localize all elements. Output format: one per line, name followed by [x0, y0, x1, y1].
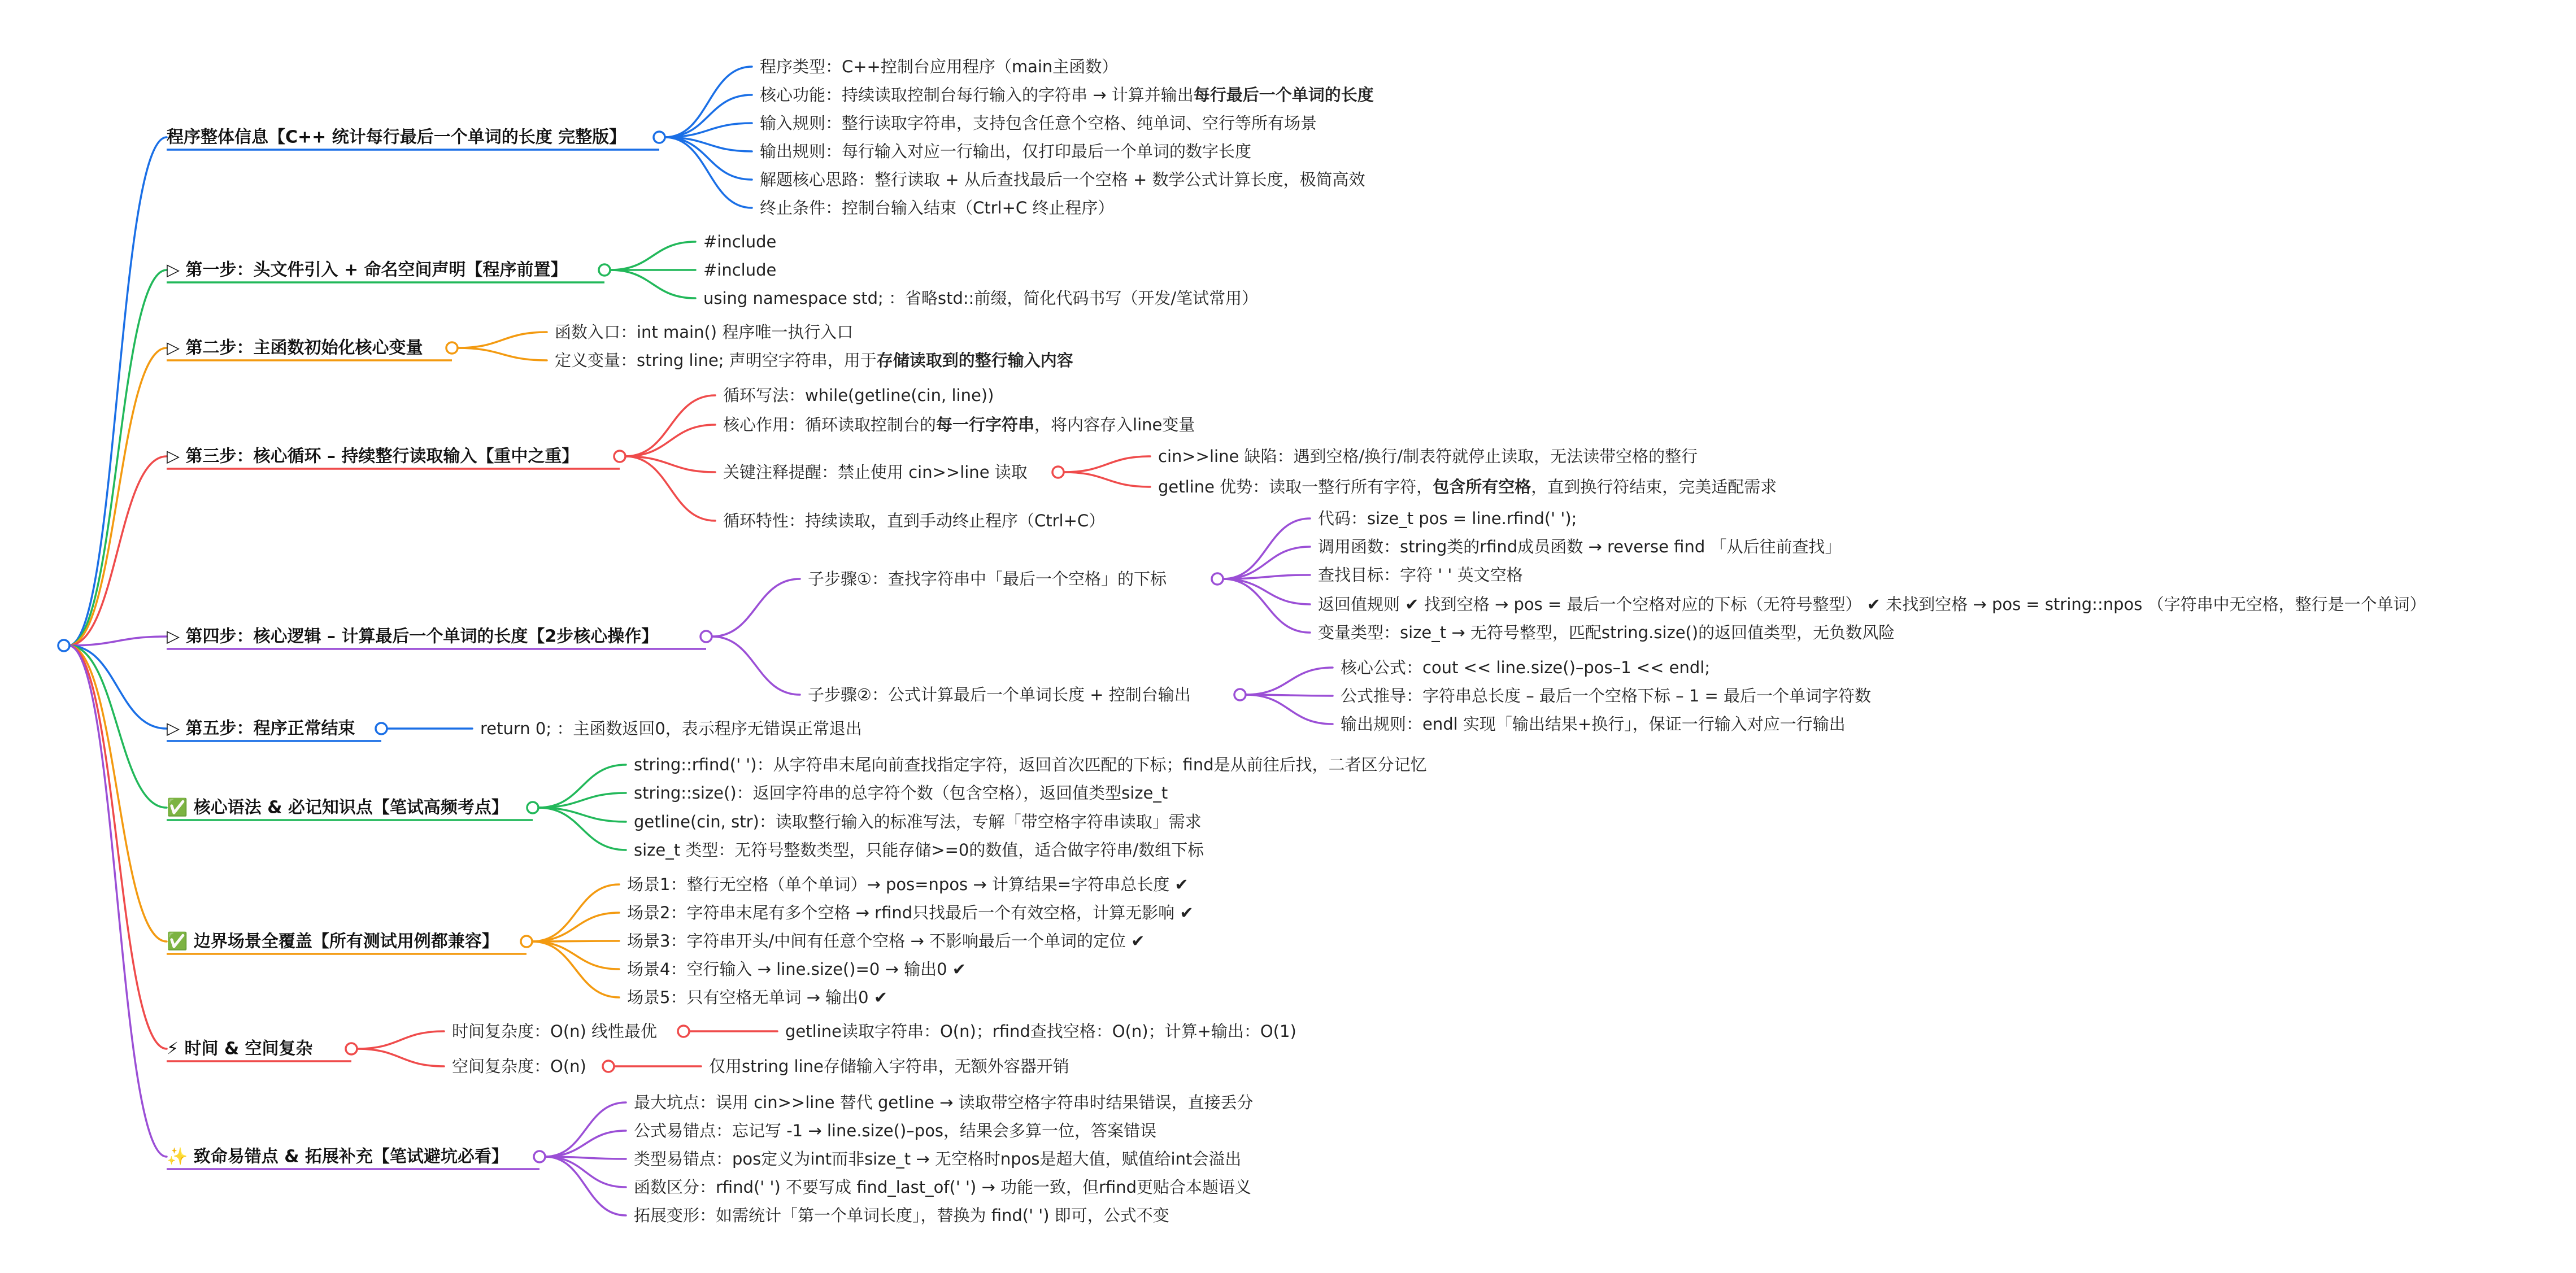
- child-node-text-segment: 每行最后一个单词的长度: [1193, 85, 1374, 104]
- root-node-circle[interactable]: [58, 640, 69, 651]
- grandchild-node-text: [1341, 658, 1710, 677]
- child-connector: [357, 1031, 444, 1049]
- child-node-text: [627, 960, 966, 979]
- child-node-text: [703, 260, 776, 280]
- branch-title: ▷ 第四步：核心逻辑 – 计算最后一个单词的长度【2步核心操作】: [167, 626, 659, 647]
- branch-collapse-circle[interactable]: [527, 802, 538, 813]
- child-node-text-segment: 每一行字符串: [936, 415, 1035, 434]
- child-node-text-segment: 场景5：只有空格无单词 → 输出0 ✔: [627, 988, 888, 1007]
- branch-collapse-circle[interactable]: [446, 342, 458, 354]
- child-node-text-segment: 子步骤①：查找字符串中「最后一个空格」的下标: [808, 569, 1167, 588]
- child-node-text-segment: using namespace std; ：省略std::前缀，简化代码书写（开发/笔试常用）: [703, 289, 1259, 308]
- child-connector: [625, 456, 715, 521]
- child-connector: [665, 137, 752, 208]
- child-node-text-segment: 函数入口：int main() 程序唯一执行入口: [555, 322, 854, 342]
- root-branch-connector: [68, 646, 167, 1157]
- child-node-text-segment: 关键注释提醒：禁止使用 cin>>line 读取: [723, 463, 1028, 482]
- child-connector: [458, 332, 547, 348]
- root-branch-connector: [68, 646, 167, 1049]
- mindmap-nodes: [58, 57, 2426, 1225]
- branch-title: ✨ 致命易错点 & 拓展补充【笔试避坑必看】: [167, 1146, 508, 1167]
- child-node-text: [808, 685, 1191, 704]
- branch-collapse-circle[interactable]: [521, 936, 532, 947]
- grandchild-node-text-segment: 代码：size_t pos = line.rfind(' ');: [1318, 509, 1577, 528]
- grandchild-node-text-segment: getline读取字符串：O(n)；rfind查找空格：O(n)；计算+输出：O(1): [785, 1022, 1296, 1041]
- grandchild-node-text-segment: 输出规则：endl 实现「输出结果+换行」，保证一行输入对应一行输出: [1341, 714, 1846, 734]
- branch-collapse-circle[interactable]: [599, 264, 610, 276]
- subbranch-collapse-circle[interactable]: [1052, 467, 1064, 478]
- grandchild-node-text: [1341, 686, 1871, 705]
- branch-title: ▷ 第三步：核心循环 – 持续整行读取输入【重中之重】: [167, 446, 579, 467]
- root-branch-connector: [68, 270, 167, 646]
- child-node-text: [634, 1121, 1156, 1140]
- branch-collapse-circle[interactable]: [376, 723, 387, 734]
- child-connector: [458, 348, 547, 360]
- grandchild-node-text-segment: 包含所有空格: [1433, 477, 1531, 496]
- child-node-text: [480, 719, 862, 738]
- child-connector: [610, 242, 695, 270]
- child-node-text-segment: #include: [703, 232, 777, 251]
- child-node-text: [723, 415, 1195, 434]
- child-node-text: [723, 386, 994, 405]
- child-node-text: [634, 840, 1204, 860]
- branch-collapse-circle[interactable]: [614, 451, 625, 462]
- grandchild-node-text-segment: 仅用string line存储输入字符串，无额外容器开销: [709, 1057, 1069, 1076]
- child-node-text-segment: 公式易错点：忘记写 -1 → line.size()–pos，结果会多算一位，答案错误: [634, 1121, 1157, 1140]
- grandchild-connector: [1246, 668, 1333, 695]
- child-node-text: [627, 988, 887, 1007]
- child-connector: [532, 913, 619, 941]
- branch-collapse-circle[interactable]: [700, 631, 712, 642]
- branch-title: 程序整体信息【C++ 统计每行最后一个单词的长度 完整版】: [167, 127, 626, 147]
- branch-title: ✅ 核心语法 & 必记知识点【笔试高频考点】: [167, 797, 508, 818]
- child-node-text-segment: 场景1：整行无空格（单个单词）→ pos=npos → 计算结果=字符串总长度 ✔: [627, 875, 1189, 894]
- child-node-text: [760, 114, 1317, 133]
- grandchild-connector: [1223, 579, 1310, 633]
- child-connector: [532, 941, 619, 969]
- child-node-text-segment: 拓展变形：如需统计「第一个单词长度」，替换为 find(' ') 即可，公式不变: [634, 1206, 1169, 1225]
- child-connector: [712, 579, 800, 636]
- child-node-text: [760, 57, 1118, 76]
- child-node-text-segment: 定义变量：string line; 声明空字符串，用于: [555, 351, 877, 370]
- child-node-text-segment: 场景4：空行输入 → line.size()=0 → 输出0 ✔: [627, 960, 967, 979]
- grandchild-node-text: [1318, 509, 1577, 528]
- child-connector: [610, 270, 695, 298]
- grandchild-node-text-segment: ，直到换行符结束，完美适配需求: [1531, 477, 1777, 496]
- child-node-text-segment: size_t 类型：无符号整数类型，只能存储>=0的数值，适合做字符串/数组下标: [634, 840, 1204, 860]
- child-connector: [545, 1102, 626, 1157]
- child-node-text-segment: 输出规则：每行输入对应一行输出，仅打印最后一个单词的数字长度: [760, 142, 1252, 161]
- grandchild-connector: [1064, 472, 1150, 487]
- child-node-text-segment: 类型易错点：pos定义为int而非size_t → 无空格时npos是超大值，赋值给int会溢出: [634, 1149, 1242, 1169]
- child-node-text: [760, 170, 1365, 189]
- subbranch-collapse-circle[interactable]: [1234, 689, 1246, 700]
- child-node-text-segment: 循环写法：while(getline(cin, line)): [723, 386, 994, 405]
- child-node-text-segment: getline(cin, str)：读取整行输入的标准写法，专解「带空格字符串读取」需求: [634, 812, 1202, 831]
- child-node-text-segment: 核心功能：持续读取控制台每行输入的字符串 → 计算并输出: [760, 85, 1194, 104]
- child-node-text-segment: 循环特性：持续读取，直到手动终止程序（Ctrl+C）: [723, 511, 1106, 530]
- child-node-text: [452, 1057, 586, 1076]
- child-node-text-segment: 空间复杂度：O(n): [452, 1057, 586, 1076]
- child-node-text: [634, 1178, 1251, 1197]
- child-node-text: [634, 755, 1427, 774]
- root-branch-connector: [68, 137, 167, 646]
- child-node-text-segment: string::size()：返回字符串的总字符个数（包含空格），返回值类型size_t: [634, 783, 1168, 803]
- child-node-text-segment: 解题核心思路：整行读取 + 从后查找最后一个空格 + 数学公式计算长度，极简高效: [760, 170, 1365, 189]
- child-connector: [357, 1049, 444, 1066]
- subbranch-collapse-circle[interactable]: [603, 1061, 614, 1072]
- child-node-text: [634, 783, 1168, 803]
- child-node-text-segment: #include: [703, 260, 777, 280]
- grandchild-node-text-segment: 调用函数：string类的rfind成员函数 → reverse find 「从后往前查找」: [1318, 537, 1842, 556]
- child-node-text-segment: ，将内容存入line变量: [1034, 415, 1195, 434]
- child-connector: [625, 425, 715, 456]
- grandchild-node-text: [1318, 623, 1895, 642]
- child-node-text-segment: 函数区分：rfind(' ') 不要写成 find_last_of(' ') → 功能一致，但rfind更贴合本题语义: [634, 1178, 1252, 1197]
- branch-title: ▷ 第二步：主函数初始化核心变量: [167, 338, 423, 358]
- grandchild-node-text: [1341, 714, 1846, 734]
- child-node-text: [634, 1093, 1254, 1112]
- branch-collapse-circle[interactable]: [534, 1151, 545, 1162]
- child-node-text-segment: 程序类型：C++控制台应用程序（main主函数）: [760, 57, 1119, 76]
- grandchild-node-text: [1158, 477, 1777, 496]
- grandchild-node-text: [1318, 565, 1523, 585]
- child-node-text-segment: 场景2：字符串末尾有多个空格 → rfind只找最后一个有效空格，计算无影响 ✔: [627, 903, 1194, 922]
- grandchild-node-text: [1318, 537, 1841, 556]
- child-node-text: [703, 232, 776, 251]
- child-connector: [665, 67, 752, 137]
- branch-collapse-circle[interactable]: [346, 1043, 357, 1054]
- branch-title: ⚡ 时间 & 空间复杂: [167, 1039, 313, 1059]
- child-node-text-segment: 时间复杂度：O(n) 线性最优: [452, 1022, 658, 1041]
- child-node-text-segment: 存储读取到的整行输入内容: [876, 351, 1073, 370]
- grandchild-connector: [1246, 695, 1333, 724]
- branch-title: ▷ 第一步：头文件引入 + 命名空间声明【程序前置】: [167, 260, 568, 280]
- branch-title: ▷ 第五步：程序正常结束: [167, 718, 355, 739]
- child-node-text: [760, 142, 1251, 161]
- subbranch-collapse-circle[interactable]: [1212, 573, 1223, 585]
- grandchild-connector: [1064, 456, 1150, 472]
- grandchild-node-text-segment: 核心公式：cout << line.size()–pos–1 << endl;: [1341, 658, 1711, 677]
- child-node-text: [703, 289, 1258, 308]
- child-connector: [545, 1157, 626, 1187]
- child-node-text: [634, 812, 1202, 831]
- branch-collapse-circle[interactable]: [654, 132, 665, 143]
- grandchild-node-text: [1158, 447, 1698, 466]
- child-node-text-segment: 终止条件：控制台输入结束（Ctrl+C 终止程序）: [760, 198, 1115, 217]
- child-node-text-segment: 最大坑点：误用 cin>>line 替代 getline → 读取带空格字符串时结果错误，直接丢分: [634, 1093, 1254, 1112]
- child-node-text-segment: string::rfind(' ')：从字符串末尾向前查找指定字符，返回首次匹配的下标；find是从前往后找，二者区分记忆: [634, 755, 1427, 774]
- branch-title: ✅ 边界场景全覆盖【所有测试用例都兼容】: [167, 931, 499, 952]
- child-node-text: [760, 85, 1374, 104]
- child-node-text: [723, 511, 1105, 530]
- grandchild-node-text-segment: 返回值规则 ✔ 找到空格 → pos = 最后一个空格对应的下标（无符号整型） ✔ 未找到空格 → pos = string::npos （字符串中无空格，整行是一个单词）: [1318, 595, 2426, 614]
- child-node-text-segment: return 0; ：主函数返回0，表示程序无错误正常退出: [480, 719, 862, 738]
- grandchild-node-text-segment: 变量类型：size_t → 无符号整型，匹配string.size()的返回值类型，无负数风险: [1318, 623, 1895, 642]
- root-branch-connector: [68, 456, 167, 646]
- grandchild-node-text: [1318, 595, 2426, 614]
- subbranch-collapse-circle[interactable]: [678, 1026, 689, 1037]
- grandchild-node-text-segment: 公式推导：字符串总长度 – 最后一个空格下标 – 1 = 最后一个单词字符数: [1341, 686, 1872, 705]
- grandchild-node-text: [785, 1022, 1296, 1041]
- child-node-text-segment: 核心作用：循环读取控制台的: [723, 415, 937, 434]
- child-node-text: [627, 903, 1194, 922]
- grandchild-node-text-segment: cin>>line 缺陷：遇到空格/换行/制表符就停止读取，无法读带空格的整行: [1158, 447, 1698, 466]
- child-node-text: [634, 1149, 1241, 1169]
- child-connector: [545, 1131, 626, 1157]
- child-node-text: [627, 875, 1189, 894]
- child-node-text: [627, 931, 1145, 951]
- grandchild-node-text: [709, 1057, 1069, 1076]
- grandchild-connector: [1223, 579, 1310, 604]
- child-node-text: [760, 198, 1114, 217]
- child-node-text-segment: 子步骤②：公式计算最后一个单词长度 + 控制台输出: [808, 685, 1191, 704]
- grandchild-node-text-segment: 查找目标：字符 ' ' 英文空格: [1318, 565, 1523, 585]
- child-node-text: [555, 322, 853, 342]
- child-node-text: [634, 1206, 1169, 1225]
- grandchild-node-text-segment: getline 优势：读取一整行所有字符，: [1158, 477, 1433, 496]
- child-node-text: [452, 1022, 657, 1041]
- child-connector: [712, 636, 800, 695]
- child-node-text-segment: 输入规则：整行读取字符串，支持包含任意个空格、纯单词、空行等所有场景: [760, 114, 1317, 133]
- child-node-text: [555, 351, 1073, 370]
- child-node-text: [723, 463, 1028, 482]
- grandchild-connector: [1223, 547, 1310, 579]
- child-node-text-segment: 场景3：字符串开头/中间有任意个空格 → 不影响最后一个单词的定位 ✔: [627, 931, 1145, 951]
- child-node-text: [808, 569, 1167, 588]
- child-connector: [532, 941, 619, 997]
